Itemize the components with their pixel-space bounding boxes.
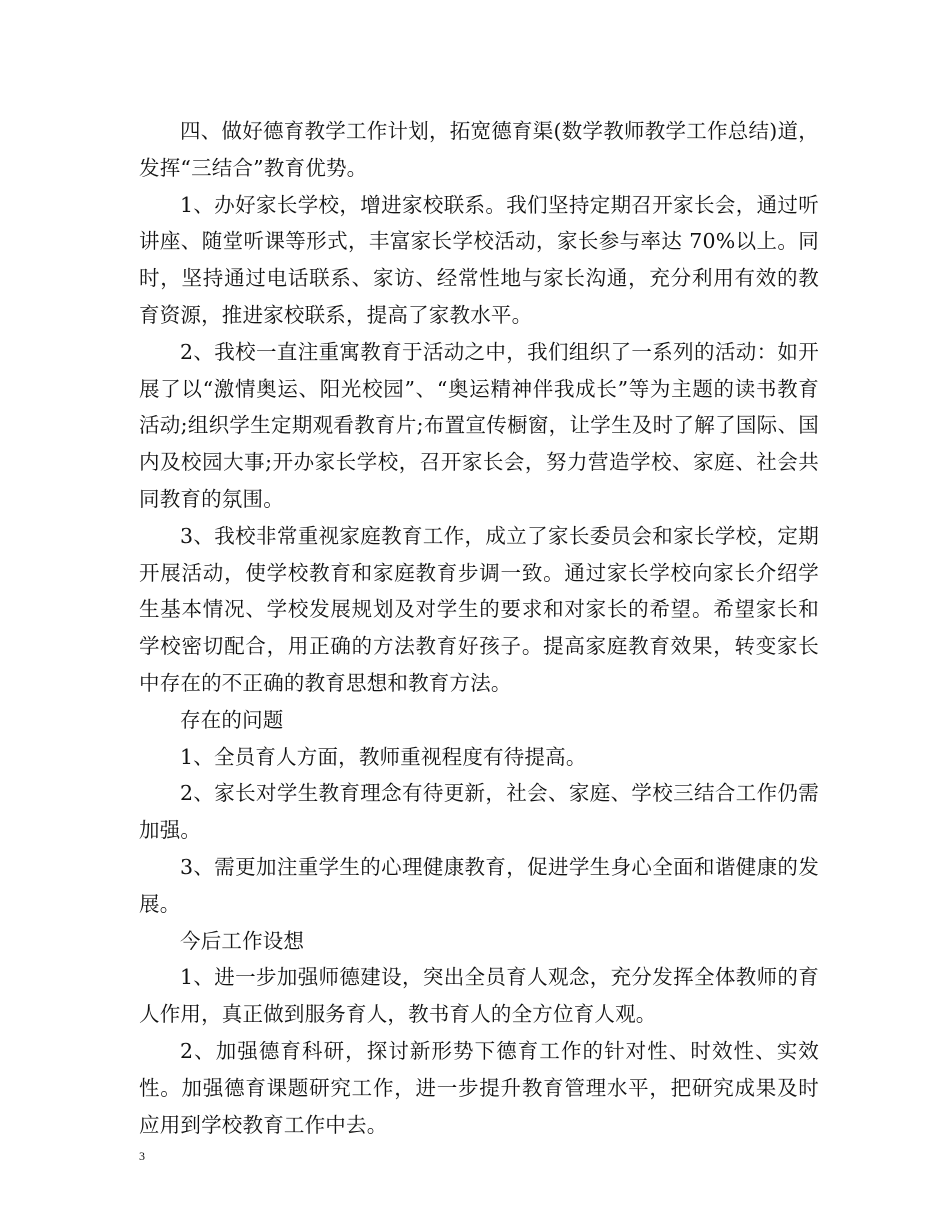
paragraph-activities: 2、我校一直注重寓教育于活动之中，我们组织了一系列的活动：如开展了以“激情奥运、阳光校园”、“奥运精神伴我成长”等为主题的读书教育活动;组织学生定期观看教育片;布置宣传橱窗，让学生及时了解了国际、国内及校园大事;开办家长学校，召开家长会，努力营造学校、家庭、社会共同教育的氛围。 bbox=[139, 339, 819, 511]
section-heading-future-plans: 今后工作设想 bbox=[180, 928, 305, 953]
section-heading-moral-education-plan: 四、做好德育教学工作计划，拓宽德育渠(数学教师教学工作总结)道，发挥“三结合”教育优势。 bbox=[139, 119, 819, 180]
page-number: 3 bbox=[139, 1149, 145, 1163]
problem-item-3: 3、需更加注重学生的心理健康教育，促进学生身心全面和谐健康的发展。 bbox=[139, 854, 819, 916]
section-heading-existing-problems: 存在的问题 bbox=[180, 707, 284, 732]
paragraph-parent-school: 1、办好家长学校，增进家校联系。我们坚持定期召开家长会，通过听讲座、随堂听课等形式，丰富家长学校活动，家长参与率达 70%以上。同时，坚持通过电话联系、家访、经常性地与家长沟通，充分利用有效的教育资源，推进家校联系，提高了家教水平。 bbox=[139, 192, 819, 327]
problem-item-1: 1、全员育人方面，教师重视程度有待提高。 bbox=[180, 744, 587, 769]
plan-item-2: 2、加强德育科研，探讨新形势下德育工作的针对性、时效性、实效性。加强德育课题研究工作，进一步提升教育管理水平，把研究成果及时应用到学校教育工作中去。 bbox=[139, 1038, 819, 1137]
plan-item-1: 1、进一步加强师德建设，突出全员育人观念，充分发挥全体教师的育人作用，真正做到服务育人，教书育人的全方位育人观。 bbox=[139, 965, 819, 1027]
document-body bbox=[139, 113, 819, 1143]
paragraph-family-education: 3、我校非常重视家庭教育工作，成立了家长委员会和家长学校，定期开展活动，使学校教育和家庭教育步调一致。通过家长学校向家长介绍学生基本情况、学校发展规划及对学生的要求和对家长的希望。希望家长和学校密切配合，用正确的方法教育好孩子。提高家庭教育效果，转变家长中存在的不正确的教育思想和教育方法。 bbox=[139, 523, 819, 695]
problem-item-2: 2、家长对学生教育理念有待更新，社会、家庭、学校三结合工作仍需加强。 bbox=[139, 781, 819, 843]
